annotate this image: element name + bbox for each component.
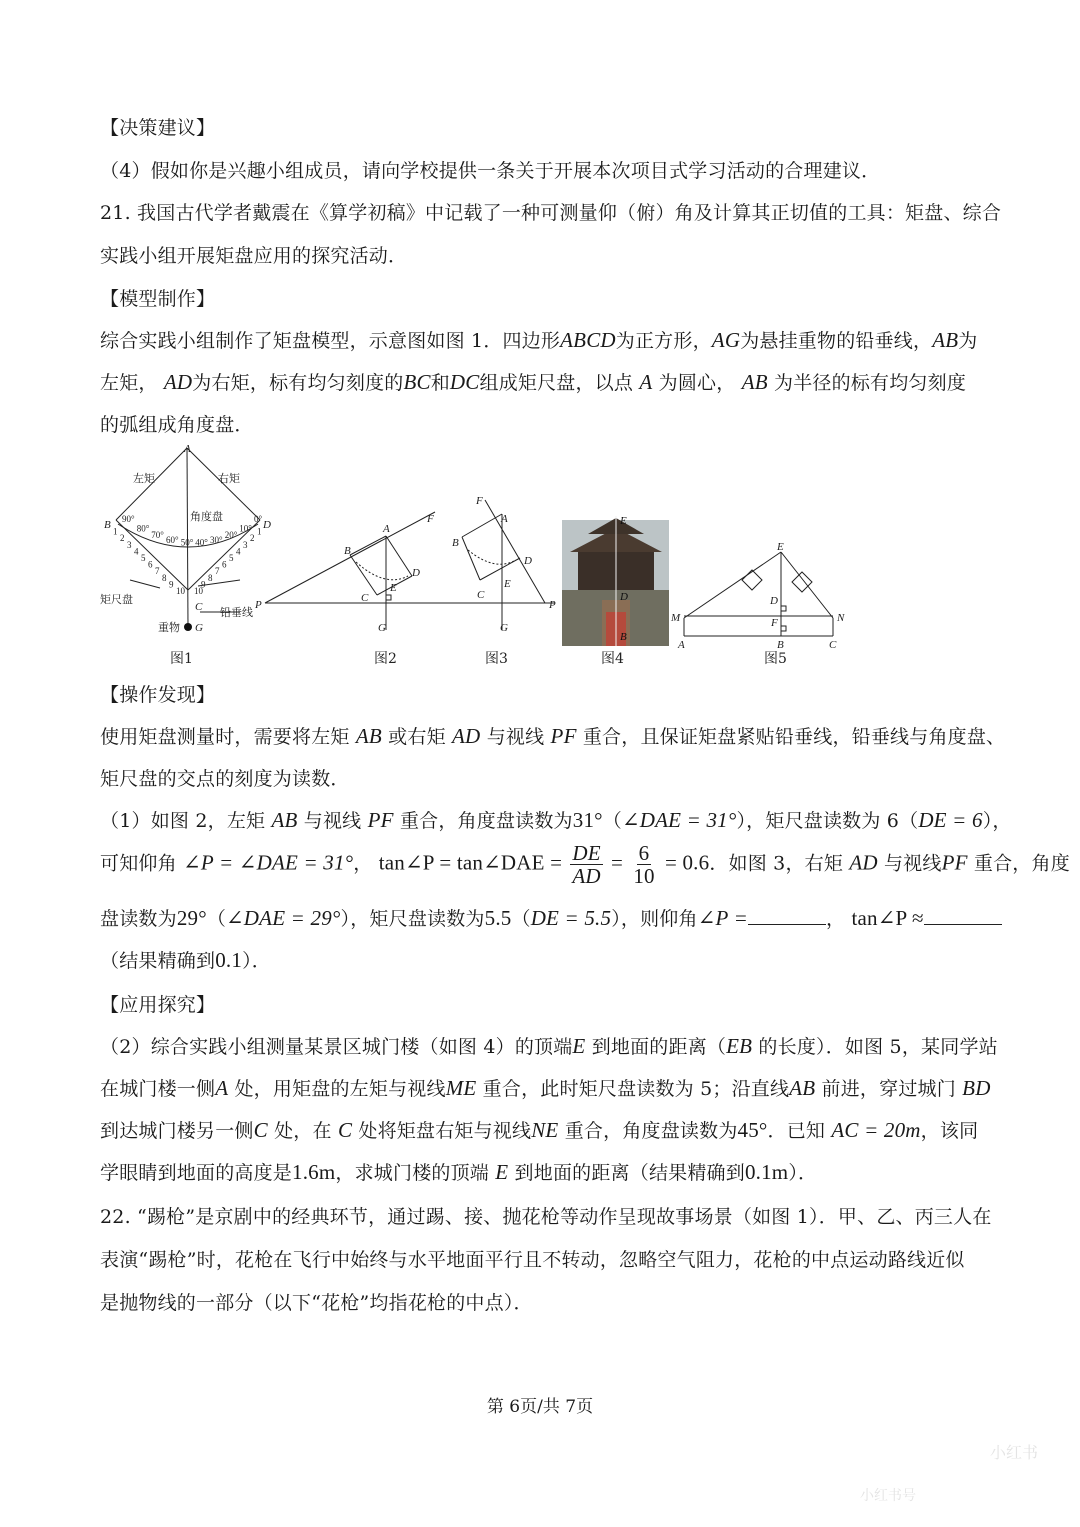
- fig1-label-D: D: [263, 519, 271, 531]
- fig1-ruler-tick-label: 4: [134, 546, 139, 557]
- fig3-label-F: F: [476, 495, 483, 507]
- figures-row: [100, 440, 980, 670]
- answer-blank-tan[interactable]: [924, 908, 1002, 925]
- part2-line-4: 学眼睛到地面的高度是1.6m，求城门楼的顶端 E 到地面的距离（结果精确到0.1m）．: [100, 1160, 818, 1184]
- fig1-ruler-tick-label: 5: [229, 553, 234, 563]
- fig1-angle-label: 10°: [239, 523, 252, 534]
- part1-line-4: （结果精确到0.1）．: [100, 948, 271, 972]
- fig1-ruler-tick-label: 1: [257, 526, 262, 537]
- fig1-angle-label: 60°: [166, 535, 179, 546]
- fraction-6-10: $\frac{6}{10}$: [633, 841, 655, 888]
- fig3-label-G: G: [500, 622, 508, 634]
- op-line-1: 使用矩盘测量时，需要将左矩 AB 或右矩 AD 与视线 PF 重合，且保证矩盘紧贴铅垂线，铅垂线与角度盘、: [100, 724, 1006, 748]
- part2-line-1: （2）综合实践小组测量某景区城门楼（如图 4）的顶端E 到地面的距离（EB 的长度）．如图 5，某同学站: [100, 1034, 998, 1058]
- fig1-angle-dial-label: 角度盘: [190, 510, 223, 523]
- fig1-ruler-tick-label: 1: [113, 526, 118, 537]
- fig3-label-B: B: [452, 537, 459, 549]
- fig1-weight-label: 重物: [158, 621, 180, 634]
- page-footer: 第 6页/共 7页: [486, 1397, 594, 1417]
- part2-line-3: 到达城门楼另一侧C 处，在 C 处将矩盘右矩与视线NE 重合，角度盘读数为45°．已知 AC = 20m，该同: [100, 1118, 979, 1142]
- fig3-label-D: D: [524, 555, 532, 567]
- answer-blank-angle[interactable]: [748, 908, 826, 925]
- fig2-label-B: B: [344, 545, 351, 557]
- fig1-angle-label: 80°: [136, 523, 150, 534]
- figure-4-photo: [562, 515, 669, 646]
- fig1-label-B: B: [104, 519, 111, 531]
- fig5-label-D: D: [770, 595, 778, 607]
- fig4-label-E: E: [620, 515, 627, 527]
- fraction-de-ad: $\frac{DE}{AD}$: [572, 841, 601, 888]
- fig1-ruler-tick-label: 7: [155, 566, 160, 577]
- fig3-label-P: P: [549, 599, 556, 611]
- section-heading-model: 【模型制作】: [100, 288, 216, 310]
- q21-line-1: 21. 我国古代学者戴震在《算学初稿》中记载了一种可测量仰（俯）角及计算其正切值的工具：矩盘、综合: [100, 202, 1002, 224]
- section-heading-decision: 【决策建议】: [100, 117, 216, 139]
- fig2-label-E: E: [390, 582, 397, 594]
- part1-line-3: 盘读数为29°（∠DAE = 29°），矩尺盘读数为5.5（DE = 5.5），则仰角∠P = ， tan∠P ≈: [100, 904, 1002, 931]
- q22-line-1: 22. “踢枪”是京剧中的经典环节，通过踢、接、抛花枪等动作呈现故事场景（如图 1）．甲、乙、丙三人在: [100, 1206, 992, 1228]
- section-heading-operation: 【操作发现】: [100, 684, 216, 706]
- section-heading-application: 【应用探究】: [100, 994, 216, 1016]
- fig1-left-rule-label: 左矩: [133, 472, 155, 485]
- fig2-label-A: A: [383, 523, 390, 535]
- watermark-handle: 小红书号: [860, 1488, 916, 1504]
- fig1-ruler-tick-label: 9: [169, 579, 174, 590]
- fig1-ruler-tick-label: 4: [236, 546, 241, 557]
- fig1-ruler-tick-label: 2: [250, 533, 255, 544]
- fig1-ruler-tick-label: 3: [243, 539, 248, 550]
- fig1-ruler-tick-label: 10: [194, 586, 203, 596]
- fig2-label-F: F: [427, 513, 434, 525]
- fig2-label-C: C: [361, 592, 369, 604]
- part2-line-2: 在城门楼一侧A 处，用矩盘的左矩与视线ME 重合，此时矩尺盘读数为 5；沿直线AB 前进，穿过城门 BD: [100, 1076, 991, 1100]
- caption-fig3: 图3: [485, 651, 508, 667]
- fig5-label-B: B: [777, 639, 784, 651]
- q21-line-2: 实践小组开展矩盘应用的探究活动．: [100, 245, 408, 267]
- weight-dot: [184, 623, 192, 631]
- watermark-logo: 小红书: [990, 1443, 1039, 1462]
- fig1-ruler-label: 矩尺盘: [100, 593, 133, 606]
- fig3-label-A: A: [501, 513, 508, 525]
- fig1-ruler-tick-label: 9: [201, 579, 206, 590]
- fig5-label-N: N: [837, 612, 845, 624]
- fig1-angle-label: 70°: [151, 530, 164, 541]
- fig3-label-C: C: [477, 589, 485, 601]
- fig5-label-M: M: [671, 612, 681, 624]
- fig5-label-A: A: [678, 639, 685, 651]
- fig4-label-B: B: [620, 631, 627, 643]
- fig3-label-E: E: [504, 578, 511, 590]
- fig1-angle-label: 40°: [195, 537, 208, 548]
- part1-line-1: （1）如图 2，左矩 AB 与视线 PF 重合，角度盘读数为31°（∠DAE = 31°），矩尺盘读数为 6（DE = 6），: [100, 808, 1012, 832]
- caption-fig4: 图4: [601, 651, 624, 667]
- fig1-ruler-tick-label: 5: [141, 553, 146, 563]
- fig1-angle-label: 50°: [180, 537, 194, 548]
- fig1-right-rule-label: 右矩: [218, 472, 240, 485]
- question-4-text: （4）假如你是兴趣小组成员，请向学校提供一条关于开展本次项目式学习活动的合理建议．: [100, 160, 881, 182]
- fig1-angle-label: 20°: [224, 530, 238, 541]
- fig1-label-C: C: [195, 601, 203, 613]
- part1-line-2: 可知仰角 ∠P = ∠DAE = 31°， tan∠P = tan∠DAE = $\frac{DE}{AD}$ = $\frac{6}{10}$ = 0.6．如图 3，右矩 AD 与视线PF 重合，角度: [100, 841, 1070, 888]
- fig2-label-D: D: [412, 567, 420, 579]
- q22-line-2: 表演“踢枪”时，花枪在飞行中始终与水平地面平行且不转动，忽略空气阻力，花枪的中点运动路线近似: [100, 1249, 965, 1271]
- model-line-2: 左矩， AD为右矩，标有均匀刻度的BC和DC组成矩尺盘，以点 A 为圆心， AB 为半径的标有均匀刻度: [100, 370, 967, 394]
- figure-5: [684, 552, 833, 636]
- fig1-label-G: G: [195, 622, 203, 634]
- fig1-ruler-tick-label: 8: [208, 572, 213, 583]
- fig4-label-D: D: [620, 591, 628, 603]
- caption-fig2: 图2: [374, 651, 397, 667]
- fig1-plumb-label: 铅垂线: [220, 606, 253, 619]
- fig1-ruler-tick-label: 6: [222, 559, 227, 570]
- fig5-label-F: F: [771, 617, 778, 629]
- op-line-2: 矩尺盘的交点的刻度为读数．: [100, 768, 350, 790]
- fig2-label-G: G: [378, 622, 386, 634]
- fig1-ruler-tick-label: 3: [127, 539, 132, 550]
- fig1-angle-label: 90°: [122, 514, 135, 524]
- fig1-label-A: A: [184, 443, 191, 455]
- fig1-angle-label: 30°: [210, 535, 223, 546]
- fig5-label-C: C: [829, 639, 837, 651]
- model-line-1: 综合实践小组制作了矩盘模型，示意图如图 1．四边形ABCD为正方形，AG为悬挂重物的铅垂线，AB为: [100, 328, 978, 352]
- fig5-label-E: E: [777, 541, 784, 553]
- caption-fig5: 图5: [764, 651, 787, 667]
- fig2-label-P: P: [255, 599, 262, 611]
- figure-3: [445, 500, 555, 630]
- model-line-3: 的弧组成角度盘．: [100, 414, 254, 436]
- q22-line-3: 是抛物线的一部分（以下“花枪”均指花枪的中点）．: [100, 1292, 533, 1314]
- fig1-ruler-tick-label: 8: [162, 572, 167, 583]
- fig1-ruler-tick-label: 6: [148, 559, 153, 570]
- fig1-ruler-tick-label: 2: [120, 533, 125, 544]
- fig1-angle-label: 0°: [254, 514, 263, 524]
- fig1-ruler-tick-label: 10: [176, 586, 185, 596]
- caption-fig1: 图1: [170, 651, 193, 667]
- fig1-ruler-tick-label: 7: [215, 566, 220, 577]
